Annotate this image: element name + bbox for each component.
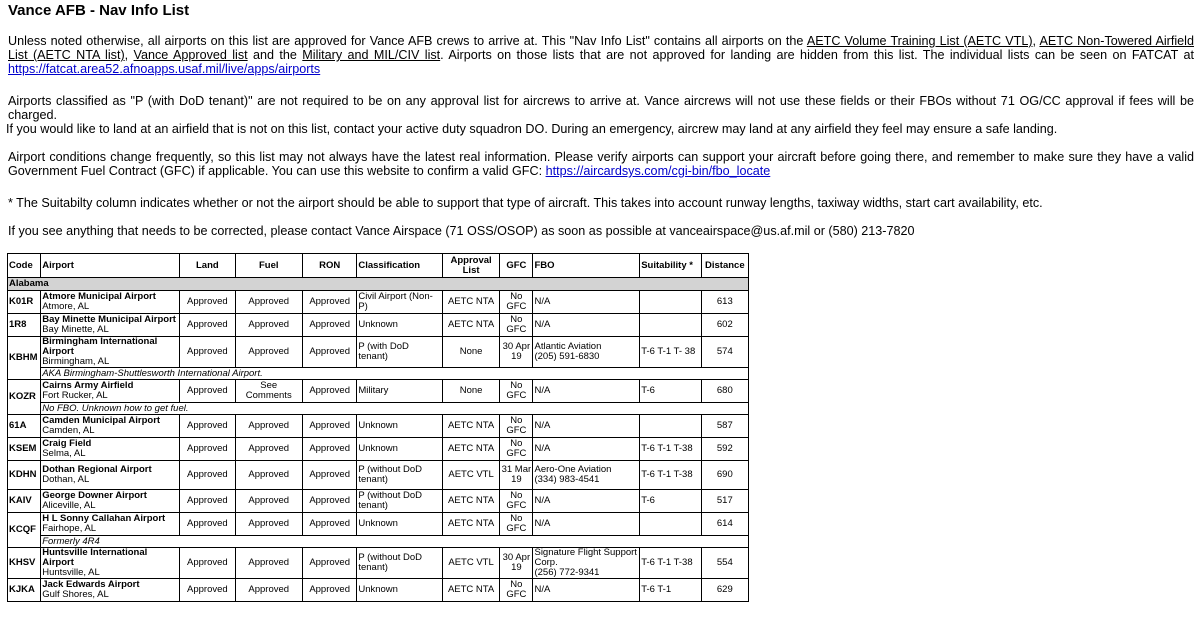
fbo-cell <box>533 579 640 602</box>
airport-code: 61A <box>8 415 41 438</box>
classification: Unknown <box>357 579 443 602</box>
distance: 602 <box>701 314 748 337</box>
classification: Unknown <box>357 438 443 461</box>
gfc-status: No GFC <box>500 380 533 403</box>
header-classification: Classification <box>357 254 443 278</box>
suitability: T-6 T-1 T- 38 <box>640 337 701 368</box>
land-status: Approved <box>180 291 235 314</box>
distance: 629 <box>701 579 748 602</box>
distance: 517 <box>701 490 748 513</box>
gfc-status: No GFC <box>500 490 533 513</box>
approval-list: AETC NTA <box>442 490 499 513</box>
gfc-status: No GFC <box>500 579 533 602</box>
suitability <box>640 415 701 438</box>
ron-status: Approved <box>302 513 356 536</box>
gfc-status: No GFC <box>500 438 533 461</box>
header-land: Land <box>180 254 235 278</box>
airport-cell <box>41 579 180 602</box>
airport-city: Bay Minette, AL <box>42 324 109 335</box>
classification: Military <box>357 380 443 403</box>
airport-code: KHSV <box>8 548 41 579</box>
fbo-phone: (205) 591-6830 <box>534 351 600 362</box>
ron-status: Approved <box>302 380 356 403</box>
table-row <box>8 337 749 368</box>
fbo-phone: (256) 772-9341 <box>534 567 600 578</box>
ron-status: Approved <box>302 337 356 368</box>
header-distance: Distance <box>701 254 748 278</box>
approval-list: AETC VTL <box>442 461 499 490</box>
fbo-cell <box>533 513 640 536</box>
airport-city: Selma, AL <box>42 448 86 459</box>
table-row <box>8 579 749 602</box>
military-list-link[interactable]: Military and MIL/CIV list <box>302 48 441 62</box>
suitability: T-6 T-1 <box>640 579 701 602</box>
header-fbo: FBO <box>533 254 640 278</box>
table-row <box>8 415 749 438</box>
header-fuel: Fuel <box>235 254 302 278</box>
header-approval-list: Approval List <box>442 254 499 278</box>
airport-city: Birmingham, AL <box>42 356 110 367</box>
dod-tenant-paragraph: Airports classified as "P (with DoD tenant)" are not required to be on any approval list for aircrews to arrive at. Vance aircrews will not use these fields or their FBOs without 71 OG/CC approval if fees will be charged. <box>8 94 1194 122</box>
airport-cell <box>41 438 180 461</box>
conditions-paragraph <box>8 150 1194 178</box>
classification: Civil Airport (Non-P) <box>357 291 443 314</box>
fuel-status: Approved <box>235 291 302 314</box>
note-row <box>8 403 749 415</box>
header-gfc: GFC <box>500 254 533 278</box>
fbo-name: N/A <box>534 319 551 330</box>
fbo-name: N/A <box>534 495 551 506</box>
fuel-status: Approved <box>235 579 302 602</box>
airport-code: KJKA <box>8 579 41 602</box>
ron-status: Approved <box>302 579 356 602</box>
gfc-status: 31 Mar 19 <box>500 461 533 490</box>
approval-list: None <box>442 380 499 403</box>
fbo-cell <box>533 314 640 337</box>
page-title: Vance AFB - Nav Info List <box>8 2 190 19</box>
classification: Unknown <box>357 513 443 536</box>
airport-cell <box>41 291 180 314</box>
fbo-cell <box>533 490 640 513</box>
suitability: T-6 <box>640 490 701 513</box>
airport-name: Camden Municipal Airport <box>42 415 161 426</box>
table-row <box>8 314 749 337</box>
classification: P (without DoD tenant) <box>357 461 443 490</box>
gfc-status: No GFC <box>500 415 533 438</box>
gfc-status: No GFC <box>500 291 533 314</box>
fuel-status: See Comments <box>235 380 302 403</box>
fbo-name: N/A <box>534 420 551 431</box>
fatcat-link[interactable]: https://fatcat.area52.afnoapps.usaf.mil/live/apps/airports <box>8 62 321 76</box>
gfc-status: 30 Apr 19 <box>500 337 533 368</box>
suitability-note: * The Suitabilty column indicates whether or not the airport should be able to support that type of aircraft. This takes into account runway lengths, taxiway widths, start cart availability, etc. <box>8 196 1043 210</box>
suitability: T-6 T-1 T-38 <box>640 461 701 490</box>
approval-list: None <box>442 337 499 368</box>
fbo-cell <box>533 548 640 579</box>
airport-note: Formerly 4R4 <box>41 536 749 548</box>
ron-status: Approved <box>302 415 356 438</box>
fbo-cell <box>533 461 640 490</box>
intro-text: . Airports on those lists that are not approved for landing are hidden from this list. The individual lists can be seen on FATCAT at <box>440 48 1194 62</box>
airport-cell <box>41 490 180 513</box>
airport-name: Birmingham International Airport <box>42 336 158 357</box>
airport-code: KCQF <box>8 513 41 548</box>
airport-code: KDHN <box>8 461 41 490</box>
gfc-status: No GFC <box>500 314 533 337</box>
airport-name: Jack Edwards Airport <box>42 579 140 590</box>
classification: Unknown <box>357 415 443 438</box>
fbo-cell <box>533 380 640 403</box>
approval-list: AETC NTA <box>442 579 499 602</box>
fuel-status: Approved <box>235 513 302 536</box>
airport-code: K01R <box>8 291 41 314</box>
table-row <box>8 380 749 403</box>
table-row <box>8 438 749 461</box>
note-row <box>8 368 749 380</box>
fuel-status: Approved <box>235 548 302 579</box>
airport-name: Cairns Army Airfield <box>42 380 134 391</box>
land-status: Approved <box>180 415 235 438</box>
fuel-status: Approved <box>235 415 302 438</box>
airport-cell <box>41 337 180 368</box>
approval-list: AETC NTA <box>442 415 499 438</box>
ron-status: Approved <box>302 438 356 461</box>
approval-list: AETC NTA <box>442 291 499 314</box>
ron-status: Approved <box>302 548 356 579</box>
intro-paragraph <box>8 34 1194 76</box>
ron-status: Approved <box>302 461 356 490</box>
aetc-vtl-link[interactable]: AETC Volume Training List (AETC VTL) <box>806 34 1033 48</box>
ron-status: Approved <box>302 314 356 337</box>
fbo-cell <box>533 291 640 314</box>
distance: 690 <box>701 461 748 490</box>
header-suitability: Suitability * <box>640 254 701 278</box>
airport-cell <box>41 380 180 403</box>
distance: 574 <box>701 337 748 368</box>
distance: 587 <box>701 415 748 438</box>
suitability: T-6 <box>640 380 701 403</box>
fuel-status: Approved <box>235 461 302 490</box>
airport-name: Bay Minette Municipal Airport <box>42 314 176 325</box>
distance: 614 <box>701 513 748 536</box>
airport-name: Dothan Regional Airport <box>42 464 152 475</box>
fbo-cell <box>533 415 640 438</box>
airport-city: Atmore, AL <box>42 301 90 312</box>
suitability: T-6 T-1 T-38 <box>640 548 701 579</box>
unlisted-airfield-paragraph: If you would like to land at an airfield that is not on this list, contact your active duty squadron DO. During an emergency, aircrew may land at any airfield they feel may ensure a safe landing. <box>6 122 1058 136</box>
fbo-name: Atlantic Aviation <box>534 341 602 352</box>
table-row <box>8 548 749 579</box>
fuel-status: Approved <box>235 314 302 337</box>
land-status: Approved <box>180 513 235 536</box>
gfc-link[interactable]: https://aircardsys.com/cgi-bin/fbo_locate <box>545 164 771 178</box>
airport-code: KAIV <box>8 490 41 513</box>
separator: , <box>124 48 134 62</box>
fuel-status: Approved <box>235 490 302 513</box>
conditions-text: Airport conditions change frequently, so this list may not always have the latest real information. Please verify airports can support your aircraft before going there, and remember to make sure they have a valid Government Fuel Contract (GFC) if applicable. You can use this website to confirm a valid GFC: <box>8 150 1194 178</box>
airport-city: Aliceville, AL <box>42 500 96 511</box>
fbo-cell <box>533 438 640 461</box>
ron-status: Approved <box>302 291 356 314</box>
airport-name: George Downer Airport <box>42 490 147 501</box>
airport-cell <box>41 314 180 337</box>
fbo-name: N/A <box>534 443 551 454</box>
intro-text: and the <box>247 48 303 62</box>
airport-note: AKA Birmingham-Shuttlesworth International Airport. <box>41 368 749 380</box>
airport-city: Dothan, AL <box>42 474 90 485</box>
airport-name: H L Sonny Callahan Airport <box>42 513 166 524</box>
airport-cell <box>41 415 180 438</box>
land-status: Approved <box>180 314 235 337</box>
airport-city: Gulf Shores, AL <box>42 589 109 600</box>
table-row <box>8 291 749 314</box>
land-status: Approved <box>180 579 235 602</box>
airport-city: Camden, AL <box>42 425 95 436</box>
approval-list: AETC NTA <box>442 513 499 536</box>
fbo-name: Signature Flight Support Corp. <box>534 547 637 568</box>
distance: 592 <box>701 438 748 461</box>
header-ron: RON <box>302 254 356 278</box>
aetc-nta-link[interactable]: AETC Non-Towered Airfield List (AETC NTA list) <box>8 34 1194 62</box>
table-row <box>8 513 749 536</box>
airport-cell <box>41 548 180 579</box>
vance-approved-link[interactable]: Vance Approved list <box>133 48 248 62</box>
separator: , <box>1032 34 1040 48</box>
fbo-cell <box>533 337 640 368</box>
classification: P (with DoD tenant) <box>357 337 443 368</box>
land-status: Approved <box>180 438 235 461</box>
approval-list: AETC VTL <box>442 548 499 579</box>
fuel-status: Approved <box>235 438 302 461</box>
table-row <box>8 461 749 490</box>
state-name: Alabama <box>8 278 749 291</box>
fbo-name: N/A <box>534 296 551 307</box>
fbo-name: Aero-One Aviation <box>534 464 612 475</box>
airport-city: Huntsville, AL <box>42 567 100 578</box>
classification: P (without DoD tenant) <box>357 490 443 513</box>
intro-text: Unless noted otherwise, all airports on this list are approved for Vance AFB crews to arrive at. This "Nav Info List" contains all airports on the <box>8 34 807 48</box>
distance: 680 <box>701 380 748 403</box>
suitability: T-6 T-1 T-38 <box>640 438 701 461</box>
nav-info-table <box>7 253 749 602</box>
ron-status: Approved <box>302 490 356 513</box>
header-code: Code <box>8 254 41 278</box>
airport-cell <box>41 513 180 536</box>
table-row <box>8 490 749 513</box>
classification: Unknown <box>357 314 443 337</box>
land-status: Approved <box>180 548 235 579</box>
land-status: Approved <box>180 380 235 403</box>
classification: P (without DoD tenant) <box>357 548 443 579</box>
approval-list: AETC NTA <box>442 314 499 337</box>
airport-name: Craig Field <box>42 438 92 449</box>
land-status: Approved <box>180 461 235 490</box>
gfc-status: 30 Apr 19 <box>500 548 533 579</box>
contact-paragraph: If you see anything that needs to be corrected, please contact Vance Airspace (71 OSS/OSOP) as soon as possible at vanceairspace@us.af.mil or (580) 213-7820 <box>8 224 915 238</box>
header-airport: Airport <box>41 254 180 278</box>
airport-code: 1R8 <box>8 314 41 337</box>
airport-code: KBHM <box>8 337 41 380</box>
state-group-row <box>8 278 749 291</box>
fbo-name: N/A <box>534 518 551 529</box>
fbo-name: N/A <box>534 385 551 396</box>
approval-list: AETC NTA <box>442 438 499 461</box>
airport-code: KSEM <box>8 438 41 461</box>
airport-code: KOZR <box>8 380 41 415</box>
distance: 554 <box>701 548 748 579</box>
fbo-name: N/A <box>534 584 551 595</box>
note-row <box>8 536 749 548</box>
fuel-status: Approved <box>235 337 302 368</box>
suitability <box>640 513 701 536</box>
airport-cell <box>41 461 180 490</box>
land-status: Approved <box>180 337 235 368</box>
airport-city: Fort Rucker, AL <box>42 390 108 401</box>
suitability <box>640 291 701 314</box>
table-header-row <box>8 254 749 278</box>
gfc-status: No GFC <box>500 513 533 536</box>
airport-name: Huntsville International Airport <box>42 547 148 568</box>
airport-note: No FBO. Unknown how to get fuel. <box>41 403 749 415</box>
distance: 613 <box>701 291 748 314</box>
airport-name: Atmore Municipal Airport <box>42 291 156 302</box>
suitability <box>640 314 701 337</box>
fbo-phone: (334) 983-4541 <box>534 474 600 485</box>
airport-city: Fairhope, AL <box>42 523 97 534</box>
land-status: Approved <box>180 490 235 513</box>
